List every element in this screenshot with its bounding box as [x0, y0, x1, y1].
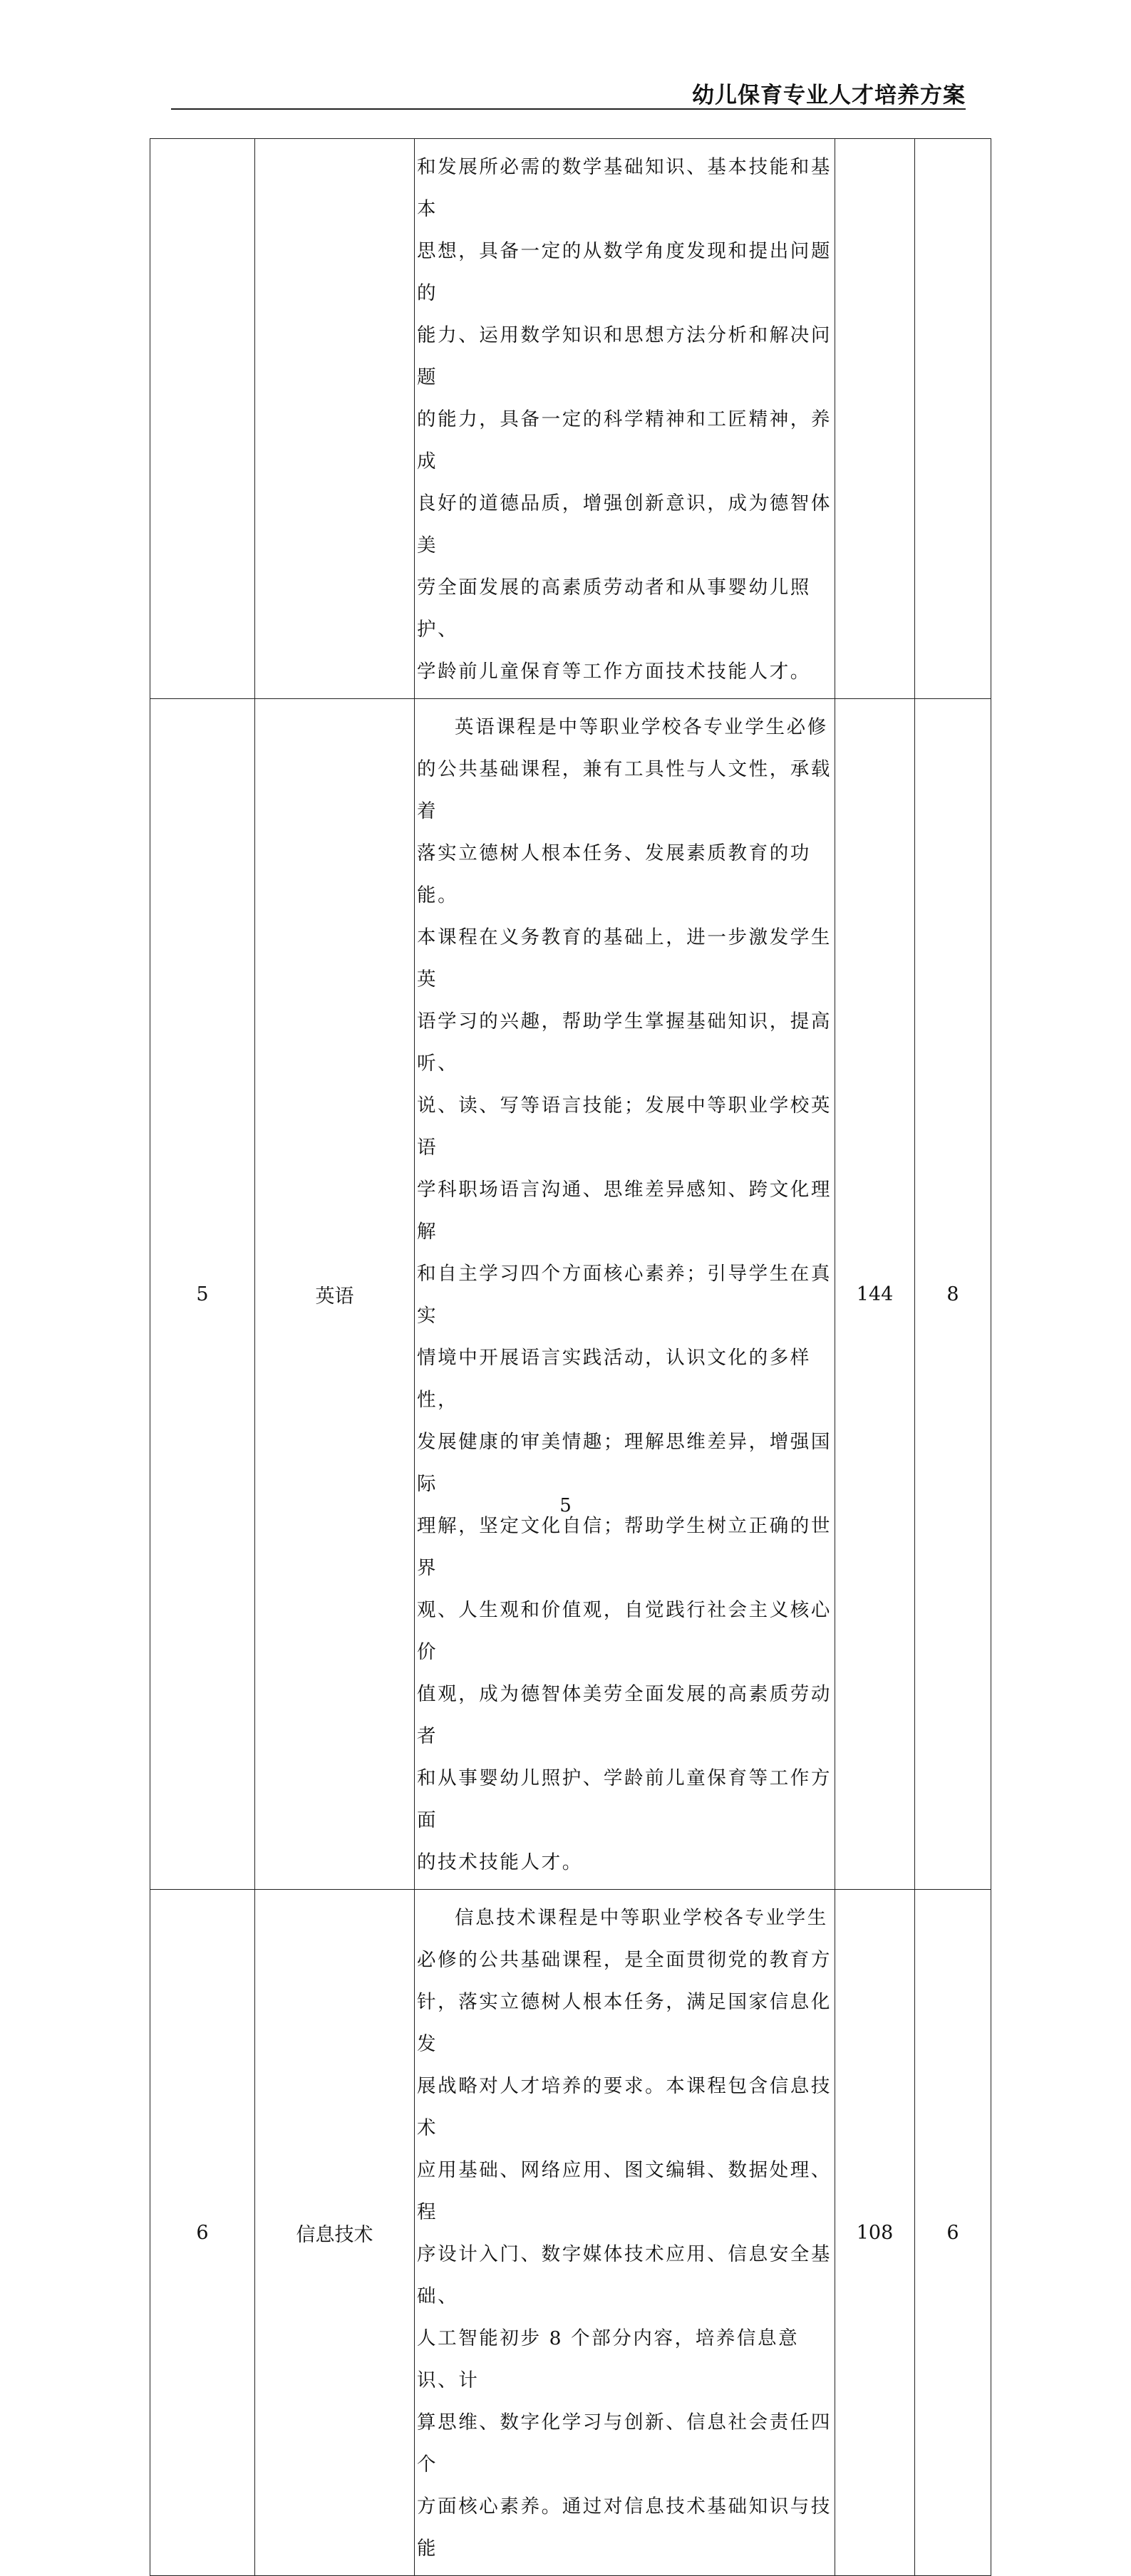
description-line: 落实立德树人根本任务、发展素质教育的功能。 [417, 842, 811, 906]
description-line: 的技术技能人才。 [417, 1851, 583, 1873]
description-line: 和自主学习四个方面核心素养；引导学生在真实 [417, 1263, 832, 1327]
course-hours-cell: 108 [835, 1890, 915, 2576]
description-line: 能力、运用数学知识和思想方法分析和解决问题 [417, 324, 832, 388]
course-name-cell: 信息技术 [255, 1890, 415, 2576]
description-line: 学科职场语言沟通、思维差异感知、跨文化理解 [417, 1179, 832, 1243]
description-line: 应用基础、网络应用、图文编辑、数据处理、程 [417, 2159, 832, 2223]
description-line: 发展健康的审美情趣；理解思维差异，增强国际 [417, 1431, 832, 1495]
table-row [150, 699, 991, 1890]
course-description-cell [415, 1890, 835, 2576]
page-number: 5 [559, 1495, 572, 1516]
description-line: 针，落实立德树人根本任务，满足国家信息化发 [417, 1991, 832, 2055]
description-line: 语学习的兴趣，帮助学生掌握基础知识，提高听、 [417, 1010, 832, 1075]
description-line: 算思维、数字化学习与创新、信息社会责任四个 [417, 2411, 832, 2476]
table-row [150, 1890, 991, 2576]
description-line: 思想，具备一定的从数学角度发现和提出问题的 [417, 240, 832, 304]
description-line: 和从事婴幼儿照护、学龄前儿童保育等工作方面 [417, 1767, 832, 1831]
course-table [150, 138, 991, 2576]
course-number-cell: 6 [150, 1890, 255, 2576]
course-name-cell [255, 139, 415, 699]
course-description-cell [415, 139, 835, 699]
description-line: 序设计入门、数字媒体技术应用、信息安全基础、 [417, 2243, 832, 2307]
course-hours-cell: 144 [835, 699, 915, 1890]
description-line: 的公共基础课程，兼有工具性与人文性，承载着 [417, 758, 832, 822]
description-line: 观、人生观和价值观，自觉践行社会主义核心价 [417, 1599, 832, 1663]
description-line: 必修的公共基础课程，是全面贯彻党的教育方 [417, 1949, 832, 1971]
description-line: 英语课程是中等职业学校各专业学生必修 [455, 716, 828, 738]
course-credits-cell: 6 [915, 1890, 991, 2576]
description-line: 展战略对人才培养的要求。本课程包含信息技术 [417, 2075, 832, 2139]
course-credits-cell: 8 [915, 699, 991, 1890]
description-line: 和发展所必需的数学基础知识、基本技能和基本 [417, 156, 832, 220]
header-divider [171, 108, 966, 110]
description-line: 良好的道德品质，增强创新意识，成为德智体美 [417, 492, 832, 557]
description-line: 理解，坚定文化自信；帮助学生树立正确的世界 [417, 1515, 832, 1579]
course-description-cell [415, 699, 835, 1890]
course-number-cell: 5 [150, 699, 255, 1890]
course-hours-cell [835, 139, 915, 699]
description-line: 本课程在义务教育的基础上，进一步激发学生英 [417, 926, 832, 990]
document-header-title: 幼儿保育专业人才培养方案 [692, 83, 966, 108]
course-table-body [150, 139, 991, 2576]
description-line: 方面核心素养。通过对信息技术基础知识与技能 [417, 2495, 832, 2560]
course-number-cell [150, 139, 255, 699]
description-line: 情境中开展语言实践活动，认识文化的多样性， [417, 1347, 811, 1411]
description-line: 人工智能初步 8 个部分内容，培养信息意识、计 [417, 2327, 800, 2391]
course-name-cell: 英语 [255, 699, 415, 1890]
description-line: 的能力，具备一定的科学精神和工匠精神，养成 [417, 408, 832, 472]
description-line: 值观，成为德智体美劳全面发展的高素质劳动者 [417, 1683, 832, 1747]
description-line: 信息技术课程是中等职业学校各专业学生 [455, 1907, 828, 1929]
description-line: 说、读、写等语言技能；发展中等职业学校英语 [417, 1095, 832, 1159]
table-row [150, 139, 991, 699]
description-line: 劳全面发展的高素质劳动者和从事婴幼儿照护、 [417, 576, 811, 641]
description-line: 学龄前儿童保育等工作方面技术技能人才。 [417, 661, 811, 683]
course-credits-cell [915, 139, 991, 699]
